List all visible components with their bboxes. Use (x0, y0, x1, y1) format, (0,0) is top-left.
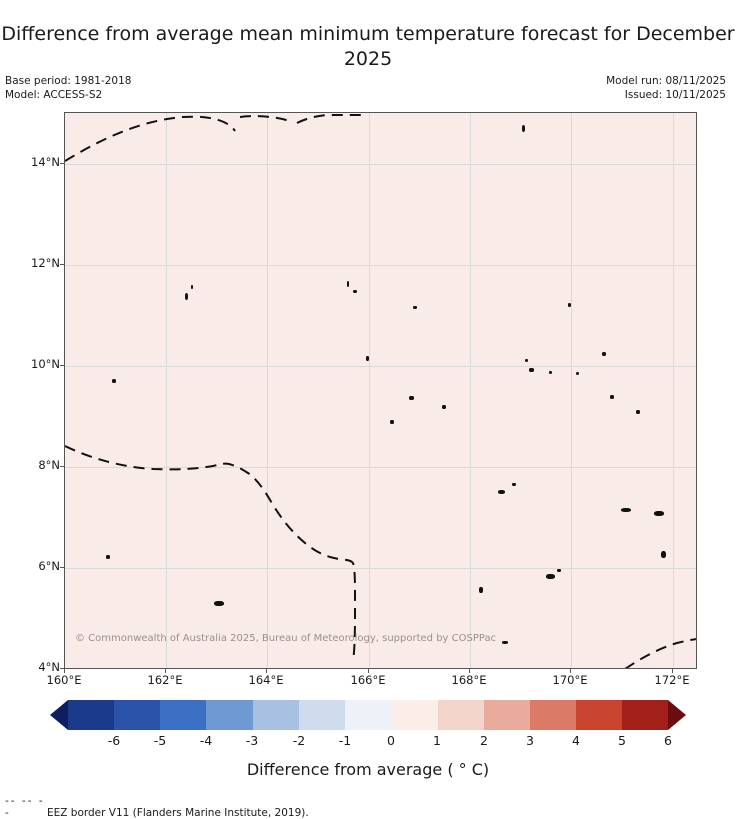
island-coastline (576, 372, 579, 375)
colorbar-cell (253, 700, 299, 730)
gridline-horizontal (65, 265, 696, 266)
xtick-mark (469, 669, 470, 673)
eez-footnote-text: EEZ border V11 (Flanders Marine Institute, 2019). (47, 807, 309, 819)
colorbar-tick-2: 2 (480, 733, 488, 748)
colorbar-tick--4: -4 (199, 733, 213, 748)
colorbar-tick-6: 6 (664, 733, 672, 748)
ytick-mark (60, 163, 64, 164)
xtick-label-160E: 160°E (46, 673, 82, 687)
eez-dash-sample: -- -- -- (5, 795, 45, 819)
colorbar-cell (576, 700, 622, 730)
xtick-label-164E: 164°E (248, 673, 284, 687)
island-coastline (549, 371, 552, 374)
island-coastline (512, 483, 516, 486)
ytick-label-6N: 6°N (38, 559, 60, 573)
island-coastline (602, 352, 606, 356)
xtick-label-168E: 168°E (451, 673, 487, 687)
island-coastline (661, 551, 666, 558)
gridline-horizontal (65, 164, 696, 165)
ytick-label-10N: 10°N (31, 357, 60, 371)
colorbar-cell (484, 700, 530, 730)
colorbar-tick--3: -3 (245, 733, 259, 748)
colorbar-title: Difference from average ( ° C) (246, 760, 490, 779)
colorbar-cell (622, 700, 668, 730)
colorbar-cell (391, 700, 438, 730)
colorbar-cell (68, 700, 114, 730)
meta-right (606, 74, 726, 102)
issued-text: Issued: 10/11/2025 (624, 89, 726, 101)
xtick-mark (570, 669, 571, 673)
colorbar-tick-3: 3 (526, 733, 534, 748)
island-coastline (413, 306, 417, 309)
colorbar-tick-5: 5 (618, 733, 626, 748)
gridline-horizontal (65, 366, 696, 367)
island-coastline (353, 290, 357, 293)
xtick-mark (64, 669, 65, 673)
island-coastline (654, 511, 664, 516)
colorbar-over-arrow (668, 700, 686, 730)
island-coastline (106, 555, 110, 559)
colorbar-tick--1: -1 (338, 733, 352, 748)
island-coastline (525, 359, 528, 362)
ytick-mark (60, 264, 64, 265)
island-coastline (390, 420, 394, 424)
colorbar-tick--6: -6 (107, 733, 121, 748)
colorbar-cell (160, 700, 206, 730)
island-coastline (610, 395, 614, 399)
xtick-label-162E: 162°E (147, 673, 183, 687)
island-coastline (621, 508, 631, 512)
legend-footnote (5, 795, 309, 819)
xtick-mark (165, 669, 166, 673)
island-coastline (409, 396, 414, 400)
model-run-text: Model run: 08/11/2025 (606, 75, 726, 87)
ytick-mark (60, 567, 64, 568)
gridline-vertical (673, 113, 674, 668)
ytick-label-8N: 8°N (38, 458, 60, 472)
colorbar-tick-1: 1 (433, 733, 441, 748)
ytick-mark (60, 365, 64, 366)
page-title: Difference from average mean minimum temperature forecast for December 2025 (1, 23, 735, 70)
colorbar-tick--5: -5 (153, 733, 167, 748)
colorbar-cell (438, 700, 484, 730)
island-coastline (112, 379, 116, 383)
colorbar (68, 700, 668, 730)
island-coastline (185, 293, 188, 300)
xtick-mark (672, 669, 673, 673)
island-coastline (636, 410, 640, 414)
island-coastline (546, 574, 555, 579)
colorbar-tick-0: 0 (387, 733, 395, 748)
ytick-mark (60, 466, 64, 467)
colorbar-tick--2: -2 (292, 733, 306, 748)
xtick-label-172E: 172°E (654, 673, 690, 687)
model-text: Model: ACCESS-S2 (5, 89, 103, 101)
xtick-label-166E: 166°E (350, 673, 386, 687)
island-coastline (191, 285, 193, 289)
xtick-mark (266, 669, 267, 673)
base-period-text: Base period: 1981-2018 (5, 75, 132, 87)
island-coastline (502, 641, 508, 644)
colorbar-under-arrow (50, 700, 68, 730)
colorbar-cell (114, 700, 160, 730)
island-coastline (214, 601, 224, 606)
gridline-vertical (166, 113, 167, 668)
island-coastline (568, 303, 571, 307)
island-coastline (522, 125, 525, 132)
gridline-vertical (369, 113, 370, 668)
eez-border-lines (65, 113, 697, 669)
gridline-horizontal (65, 568, 696, 569)
xtick-label-170E: 170°E (552, 673, 588, 687)
island-coastline (529, 368, 534, 372)
island-coastline (479, 587, 483, 593)
colorbar-cell (345, 700, 391, 730)
gridline-horizontal (65, 467, 696, 468)
colorbar-cell (206, 700, 253, 730)
colorbar-cell (299, 700, 345, 730)
copyright-credit: © Commonwealth of Australia 2025, Bureau of Meteorology, supported by COSPPac (75, 633, 497, 644)
xtick-mark (368, 669, 369, 673)
island-coastline (557, 569, 561, 572)
colorbar-cell (530, 700, 576, 730)
island-coastline (442, 405, 446, 409)
gridline-vertical (267, 113, 268, 668)
island-coastline (347, 281, 349, 287)
ytick-label-14N: 14°N (31, 155, 60, 169)
island-coastline (498, 490, 505, 494)
ytick-label-4N: 4°N (38, 660, 60, 674)
ytick-label-12N: 12°N (31, 256, 60, 270)
meta-left (5, 74, 131, 102)
map-plot-area (64, 112, 697, 669)
island-coastline (366, 356, 369, 361)
gridline-vertical (470, 113, 471, 668)
gridline-vertical (571, 113, 572, 668)
colorbar-tick-4: 4 (572, 733, 580, 748)
